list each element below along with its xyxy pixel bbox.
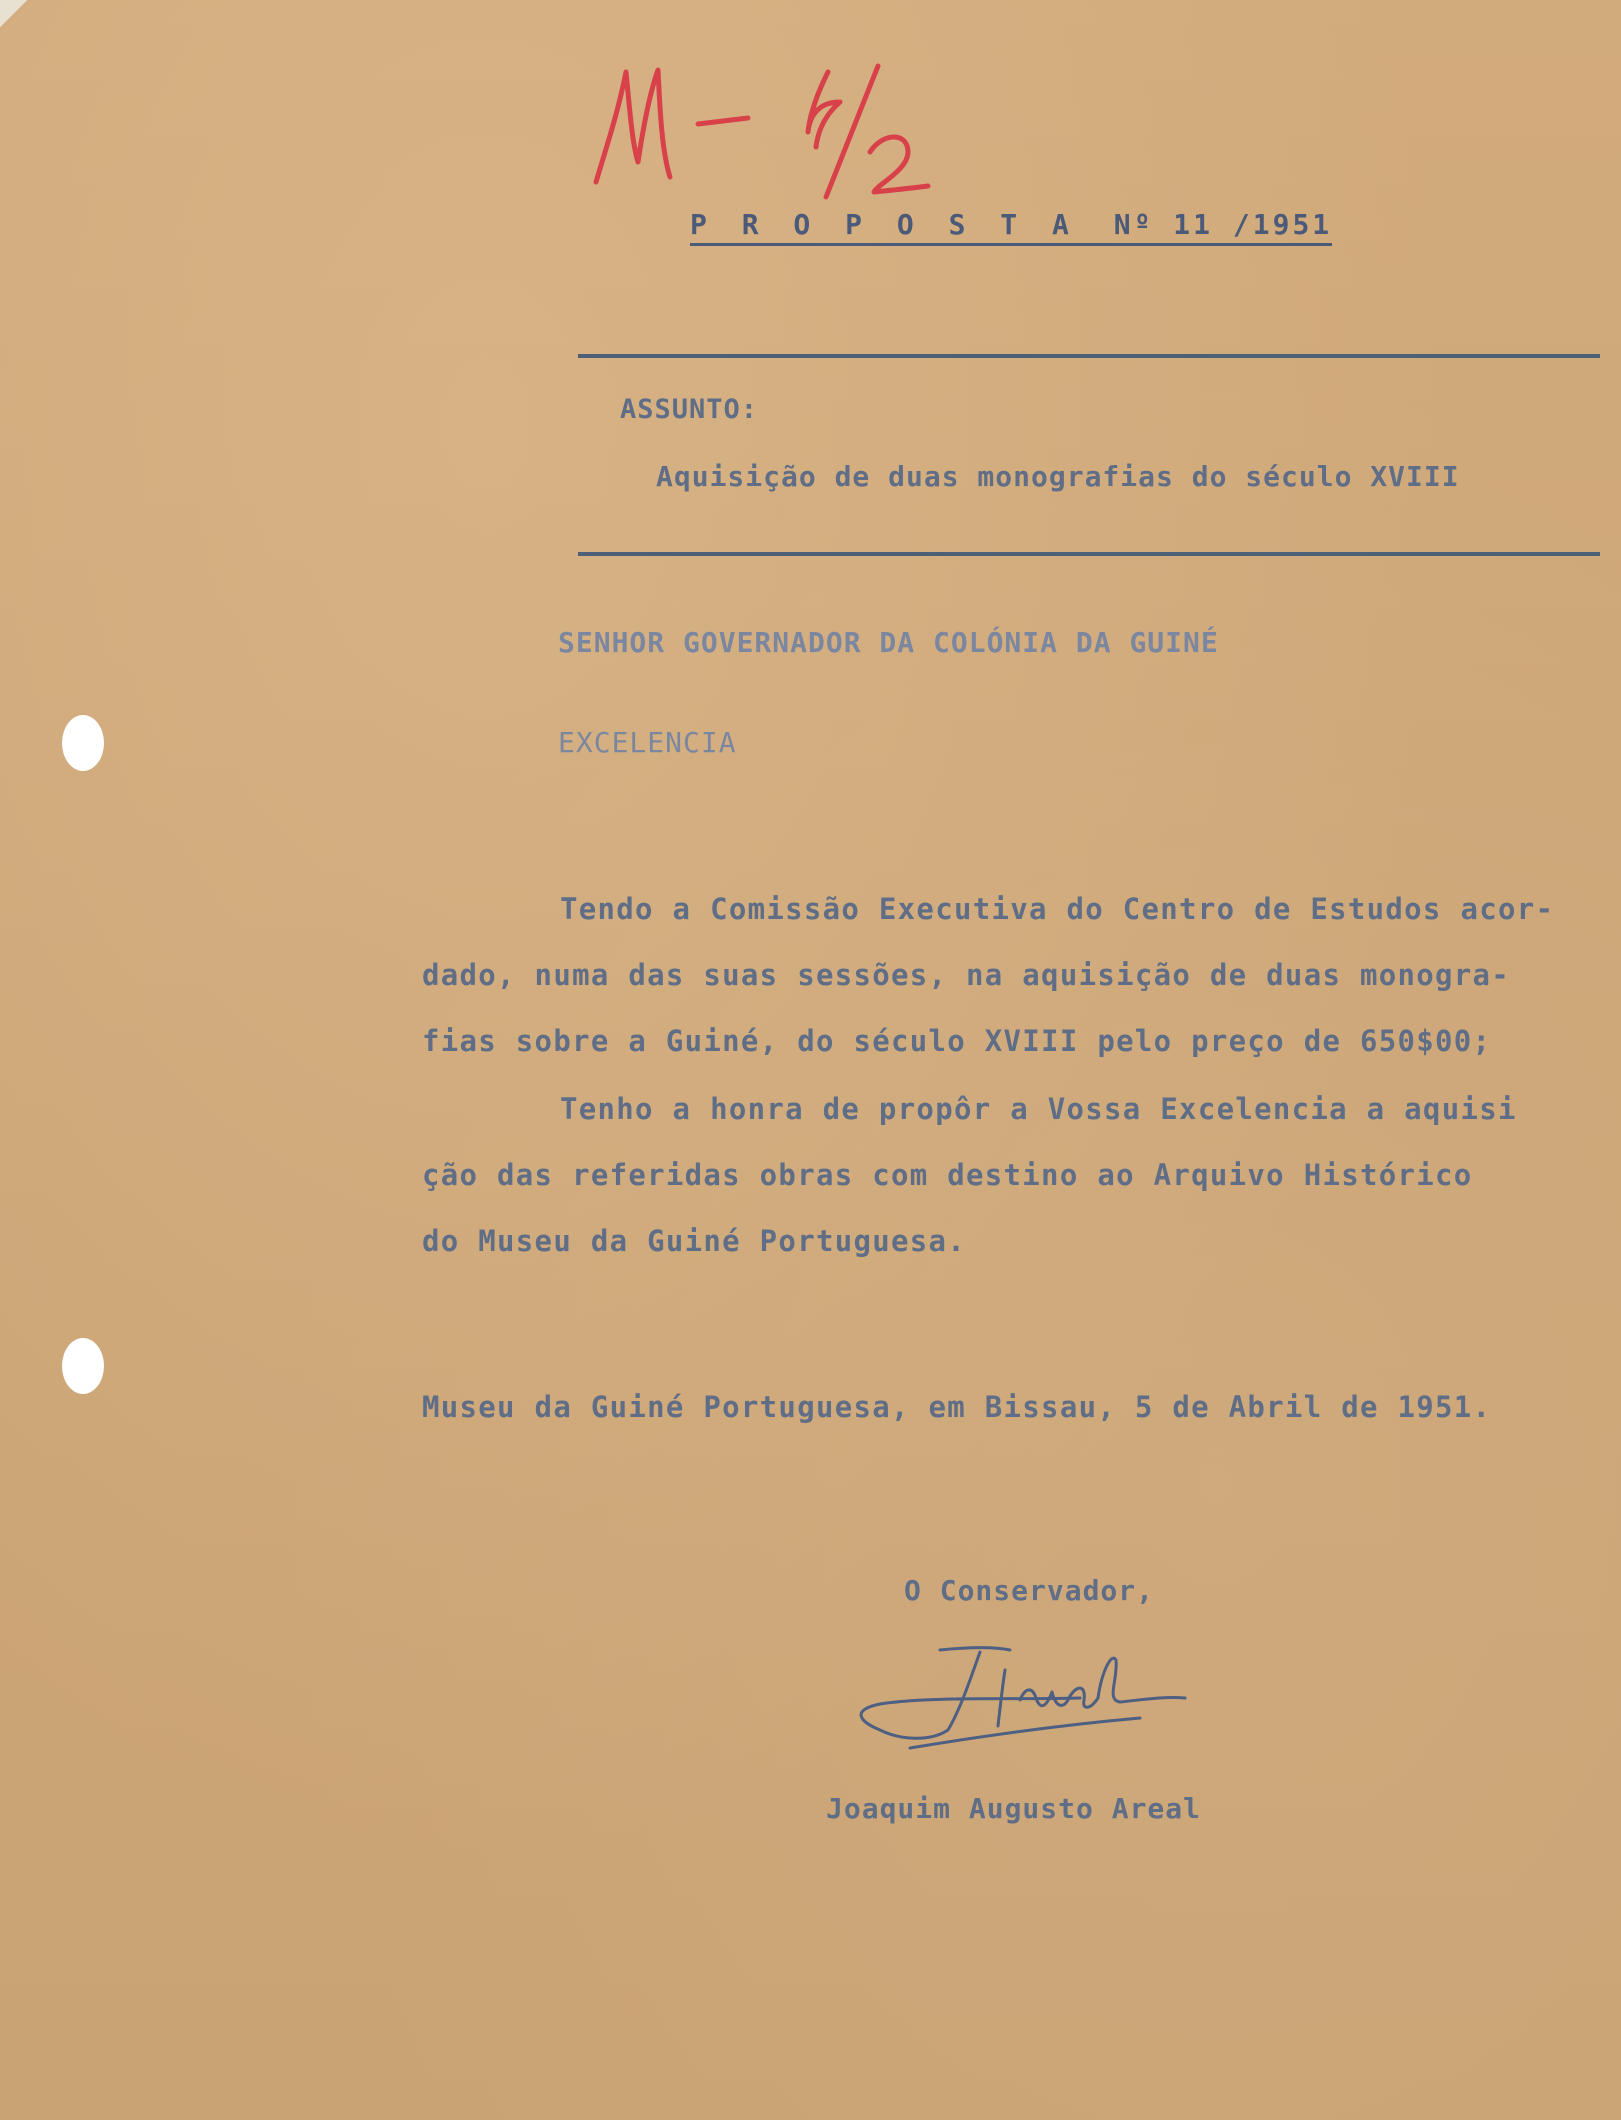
- body-line-4: Tenho a honra de propôr a Vossa Excelencia a aquisi: [560, 1092, 1517, 1126]
- subject-text: Aquisição de duas monografias do século XVIII: [656, 460, 1460, 493]
- proposal-title: [690, 208, 1332, 246]
- body-line-1: Tendo a Comissão Executiva do Centro de Estudos acor-: [560, 892, 1555, 926]
- body-line-3: fias sobre a Guiné, do século XVIII pelo preço de 650$00;: [422, 1024, 1492, 1058]
- proposal-number: Nº 11 /1951: [1113, 208, 1333, 241]
- punch-hole-top: [62, 715, 104, 771]
- signer-name: Joaquim Augusto Areal: [826, 1792, 1202, 1825]
- subject-top-rule: [578, 354, 1600, 358]
- proposal-title-label: P R O P O S T A: [690, 208, 1078, 241]
- punch-hole-bottom: [62, 1338, 104, 1394]
- handwritten-reference-mark: [578, 52, 998, 202]
- salutation: EXCELENCIA: [558, 726, 737, 759]
- body-line-5: ção das referidas obras com destino ao Arquivo Histórico: [422, 1158, 1473, 1192]
- signer-role: O Conservador,: [904, 1574, 1155, 1607]
- place-date: Museu da Guiné Portuguesa, em Bissau, 5 de Abril de 1951.: [422, 1390, 1492, 1424]
- subject-label: ASSUNTO:: [620, 394, 759, 425]
- body-line-2: dado, numa das suas sessões, na aquisição de duas monogra-: [422, 958, 1511, 992]
- handwritten-signature: [820, 1630, 1200, 1770]
- addressee: SENHOR GOVERNADOR DA COLÓNIA DA GUINÉ: [558, 626, 1219, 659]
- body-line-6: do Museu da Guiné Portuguesa.: [422, 1224, 967, 1258]
- subject-bottom-rule: [578, 552, 1600, 556]
- page-corner-fold: [0, 0, 30, 30]
